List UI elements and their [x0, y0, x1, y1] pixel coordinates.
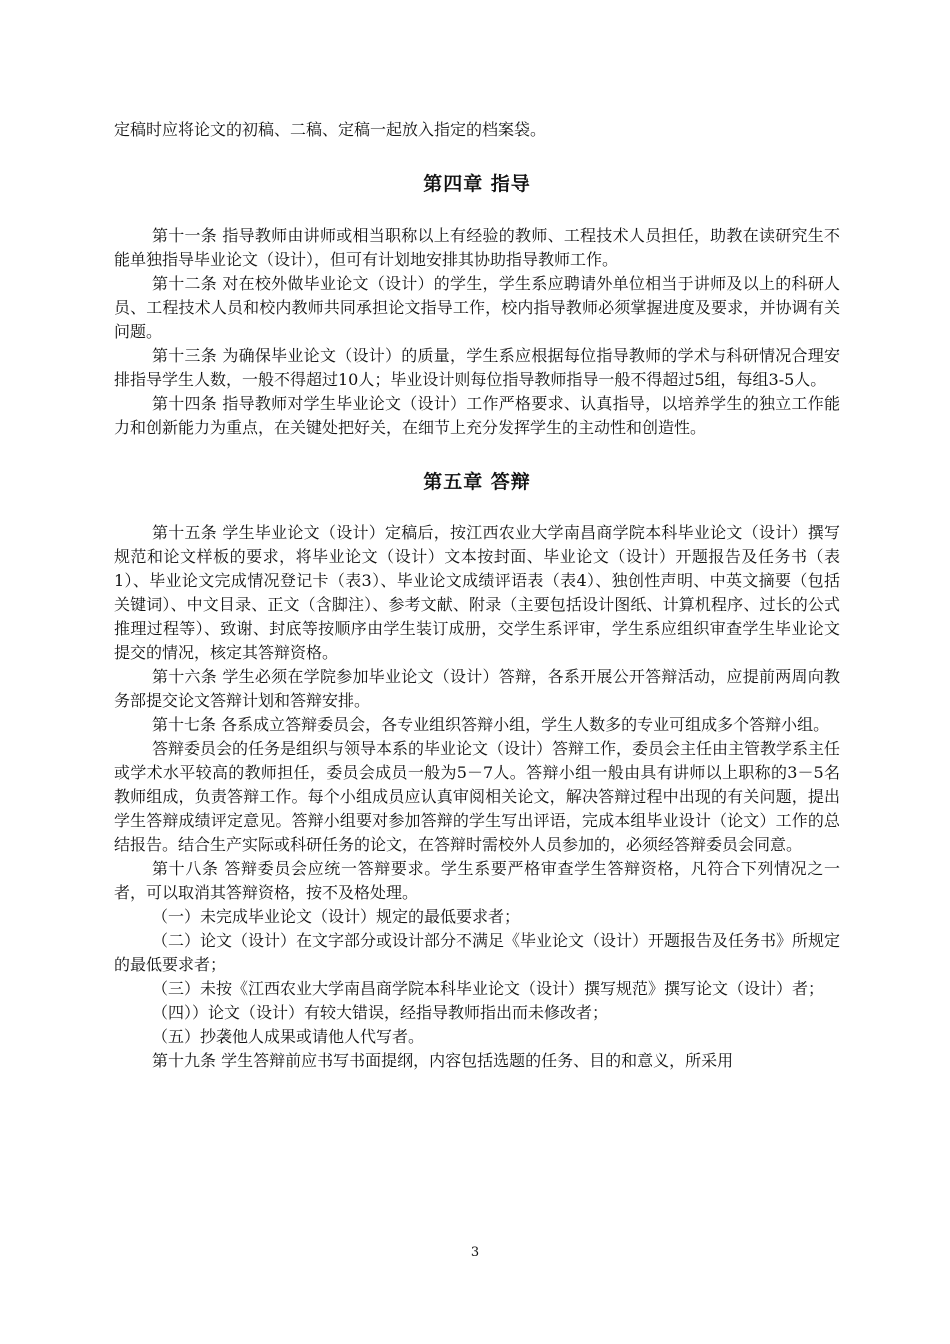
- chapter-4-title: 第四章 指导: [423, 173, 531, 195]
- chapter-5-title: 第五章 答辩: [423, 471, 531, 493]
- article-19: 第十九条 学生答辩前应书写书面提纲，内容包括选题的任务、目的和意义，所采用: [152, 1051, 734, 1070]
- list-item-5: （五）抄袭他人成果或请他人代写者。: [152, 1027, 425, 1046]
- article-18: 第十八条 答辩委员会应统一答辩要求。学生系要严格审查学生答辩资格，凡符合下列情况之一者，可以取消其答辩资格，按不及格处理。: [114, 859, 840, 902]
- list-item-3: （三）未按《江西农业大学南昌商学院本科毕业论文（设计）撰写规范》撰写论文（设计）者；: [152, 979, 825, 998]
- intro-line: 定稿时应将论文的初稿、二稿、定稿一起放入指定的档案袋。: [114, 120, 547, 139]
- committee-paragraph: 答辩委员会的任务是组织与领导本系的毕业论文（设计）答辩工作，委员会主任由主管教学系主任或学术水平较高的教师担任，委员会成员一般为5－7人。答辩小组一般由具有讲师以上职称的3－5名教师组成，负责答辩工作。每个小组成员应认真审阅相关论文，解决答辩过程中出现的有关问题，提出学生答辩成绩评定意见。答辩小组要对参加答辩的学生写出评语，完成本组毕业设计（论文）工作的总结报告。结合生产实际或科研任务的论文，在答辩时需校外人员参加的，必须经答辩委员会同意。: [114, 739, 841, 854]
- list-item-4: （四））论文（设计）有较大错误，经指导教师指出而未修改者；: [152, 1003, 609, 1022]
- article-12: 第十二条 对在校外做毕业论文（设计）的学生，学生系应聘请外单位相当于讲师及以上的科研人员、工程技术人员和校内教师共同承担论文指导工作，校内指导教师必须掌握进度及要求，并协调有关问题。: [114, 274, 840, 341]
- article-13: 第十三条 为确保毕业论文（设计）的质量，学生系应根据每位指导教师的学术与科研情况合理安排指导学生人数，一般不得超过10人；毕业设计则每位指导教师指导一般不得超过5组，每组3-5人。: [114, 346, 840, 389]
- article-17: 第十七条 各系成立答辩委员会，各专业组织答辩小组，学生人数多的专业可组成多个答辩小组。: [152, 715, 830, 734]
- document-page: [114, 118, 840, 1073]
- page-number: 3: [470, 1245, 480, 1260]
- article-11: 第十一条 指导教师由讲师或相当职称以上有经验的教师、工程技术人员担任，助教在读研究生不能单独指导毕业论文（设计），但可有计划地安排其协助指导教师工作。: [114, 226, 840, 269]
- article-15: 第十五条 学生毕业论文（设计）定稿后，按江西农业大学南昌商学院本科毕业论文（设计）撰写规范和论文样板的要求，将毕业论文（设计）文本按封面、毕业论文（设计）开题报告及任务书（表1）、毕业论文完成情况登记卡（表3）、毕业论文成绩评语表（表4）、独创性声明、中英文摘要（包括关键词）、中文目录、正文（含脚注）、参考文献、附录（主要包括设计图纸、计算机程序、过长的公式推理过程等）、致谢、封底等按顺序由学生装订成册，交学生系评审，学生系应组织审查学生毕业论文提交的情况，核定其答辩资格。: [114, 523, 840, 662]
- list-item-2: （二）论文（设计）在文字部分或设计部分不满足《毕业论文（设计）开题报告及任务书》所规定的最低要求者；: [114, 931, 841, 974]
- article-16: 第十六条 学生必须在学院参加毕业论文（设计）答辩，各系开展公开答辩活动，应提前两周向教务部提交论文答辩计划和答辩安排。: [114, 667, 840, 710]
- article-14: 第十四条 指导教师对学生毕业论文（设计）工作严格要求、认真指导，以培养学生的独立工作能力和创新能力为重点，在关键处把好关，在细节上充分发挥学生的主动性和创造性。: [114, 394, 840, 437]
- list-item-1: （一）未完成毕业论文（设计）规定的最低要求者；: [152, 907, 521, 926]
